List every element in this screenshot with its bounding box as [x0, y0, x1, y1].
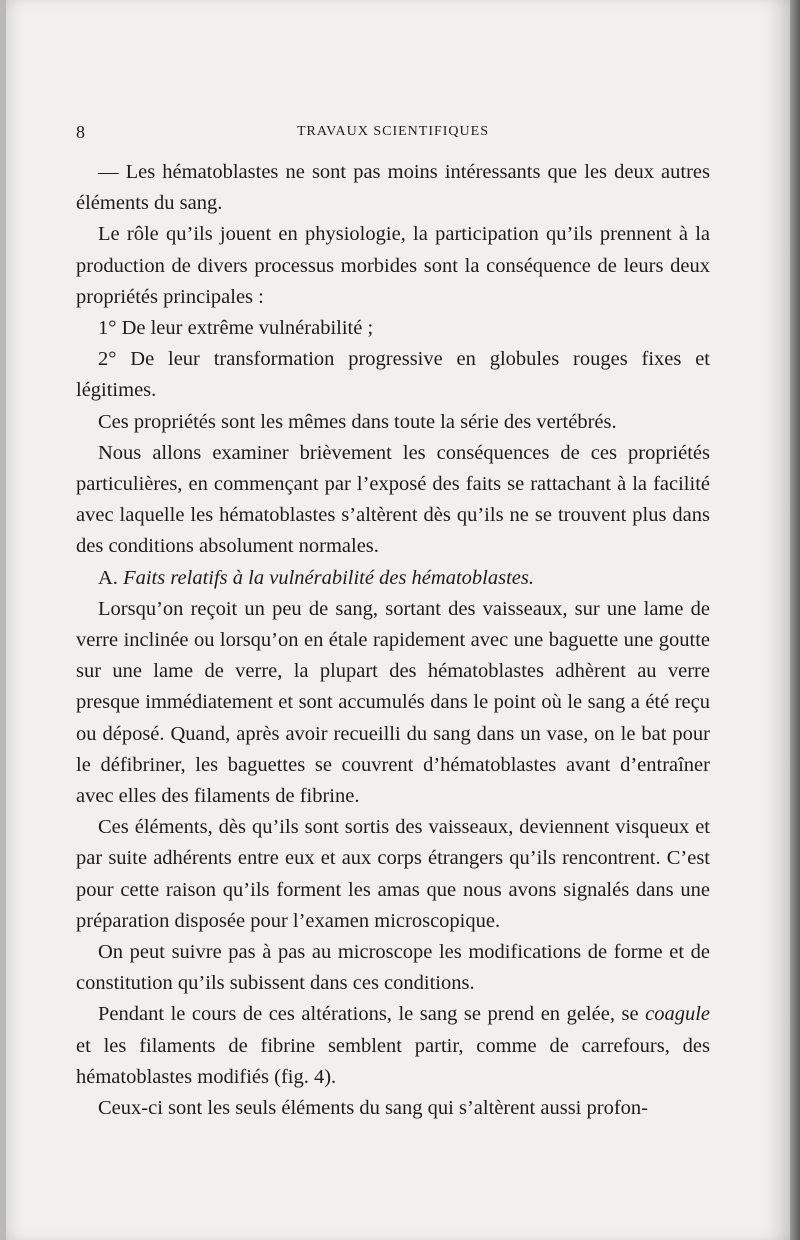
paragraph: Ceux-ci sont les seuls éléments du sang qui s’altèrent aussi profon-	[98, 1097, 648, 1120]
text-run: et les filaments de fibrine semblent partir, comme de carrefours, des hématoblastes modifiés (fig. 4).	[76, 1034, 710, 1088]
italic-term: coagule	[645, 1003, 710, 1026]
paragraph: Ces éléments, dès qu’ils sont sortis des vaisseaux, deviennent visqueux et par suite adhérents entre eux et aux corps étrangers qu’ils rencontrent. C’est pour cette raison qu’ils forment les amas que nous avons signalés dans une préparation disposée pour l’examen microscopique.	[76, 816, 710, 932]
body-text	[76, 157, 710, 1124]
paragraph: Lorsqu’on reçoit un peu de sang, sortant des vaisseaux, sur une lame de verre inclinée ou lorsqu’on en étale rapidement avec une baguette une goutte sur une lame de verre, la plupart des hématoblastes adhèrent au verre presque immédiatement et sont accumulés dans le point où le sang a été reçu ou déposé. Quand, après avoir recueilli du sang dans un vase, on le bat pour le défibriner, les baguettes se couvrent d’hématoblastes avant d’entraîner avec elles des filaments de fibrine.	[76, 597, 710, 808]
paragraph: — Les hématoblastes ne sont pas moins intéressants que les deux autres éléments du sang.	[76, 161, 710, 215]
paragraph: On peut suivre pas à pas au microscope les modifications de forme et de constitution qu’ils subissent dans ces conditions.	[76, 941, 710, 995]
list-item: 1° De leur extrême vulnérabilité ;	[98, 317, 374, 340]
list-item: 2° De leur transformation progressive en globules rouges fixes et légitimes.	[76, 348, 710, 402]
paragraph: Nous allons examiner brièvement les conséquences de ces propriétés particulières, en commençant par l’exposé des faits se rattachant à la facilité avec laquelle les hématoblastes s’altèrent dès qu’ils ne se trouvent plus dans des conditions absolument normales.	[76, 441, 710, 558]
page-edge-shadow	[790, 0, 800, 1240]
text-run: Pendant le cours de ces altérations, le sang se prend en gelée, se	[98, 1003, 646, 1026]
section-title: Faits relatifs à la vulnérabilité des hématoblastes.	[123, 566, 534, 589]
page-number: 8	[76, 122, 85, 142]
section-label: A.	[98, 566, 118, 589]
running-header	[76, 122, 710, 142]
paragraph: Ces propriétés sont les mêmes dans toute la série des vertébrés.	[98, 410, 617, 433]
running-title: TRAVAUX SCIENTIFIQUES	[296, 124, 489, 139]
paragraph: Le rôle qu’ils jouent en physiologie, la participation qu’ils prennent à la production de divers processus morbides sont la conséquence de leurs deux propriétés principales :	[76, 223, 710, 308]
section-heading	[76, 563, 710, 594]
paragraph	[76, 999, 710, 1093]
